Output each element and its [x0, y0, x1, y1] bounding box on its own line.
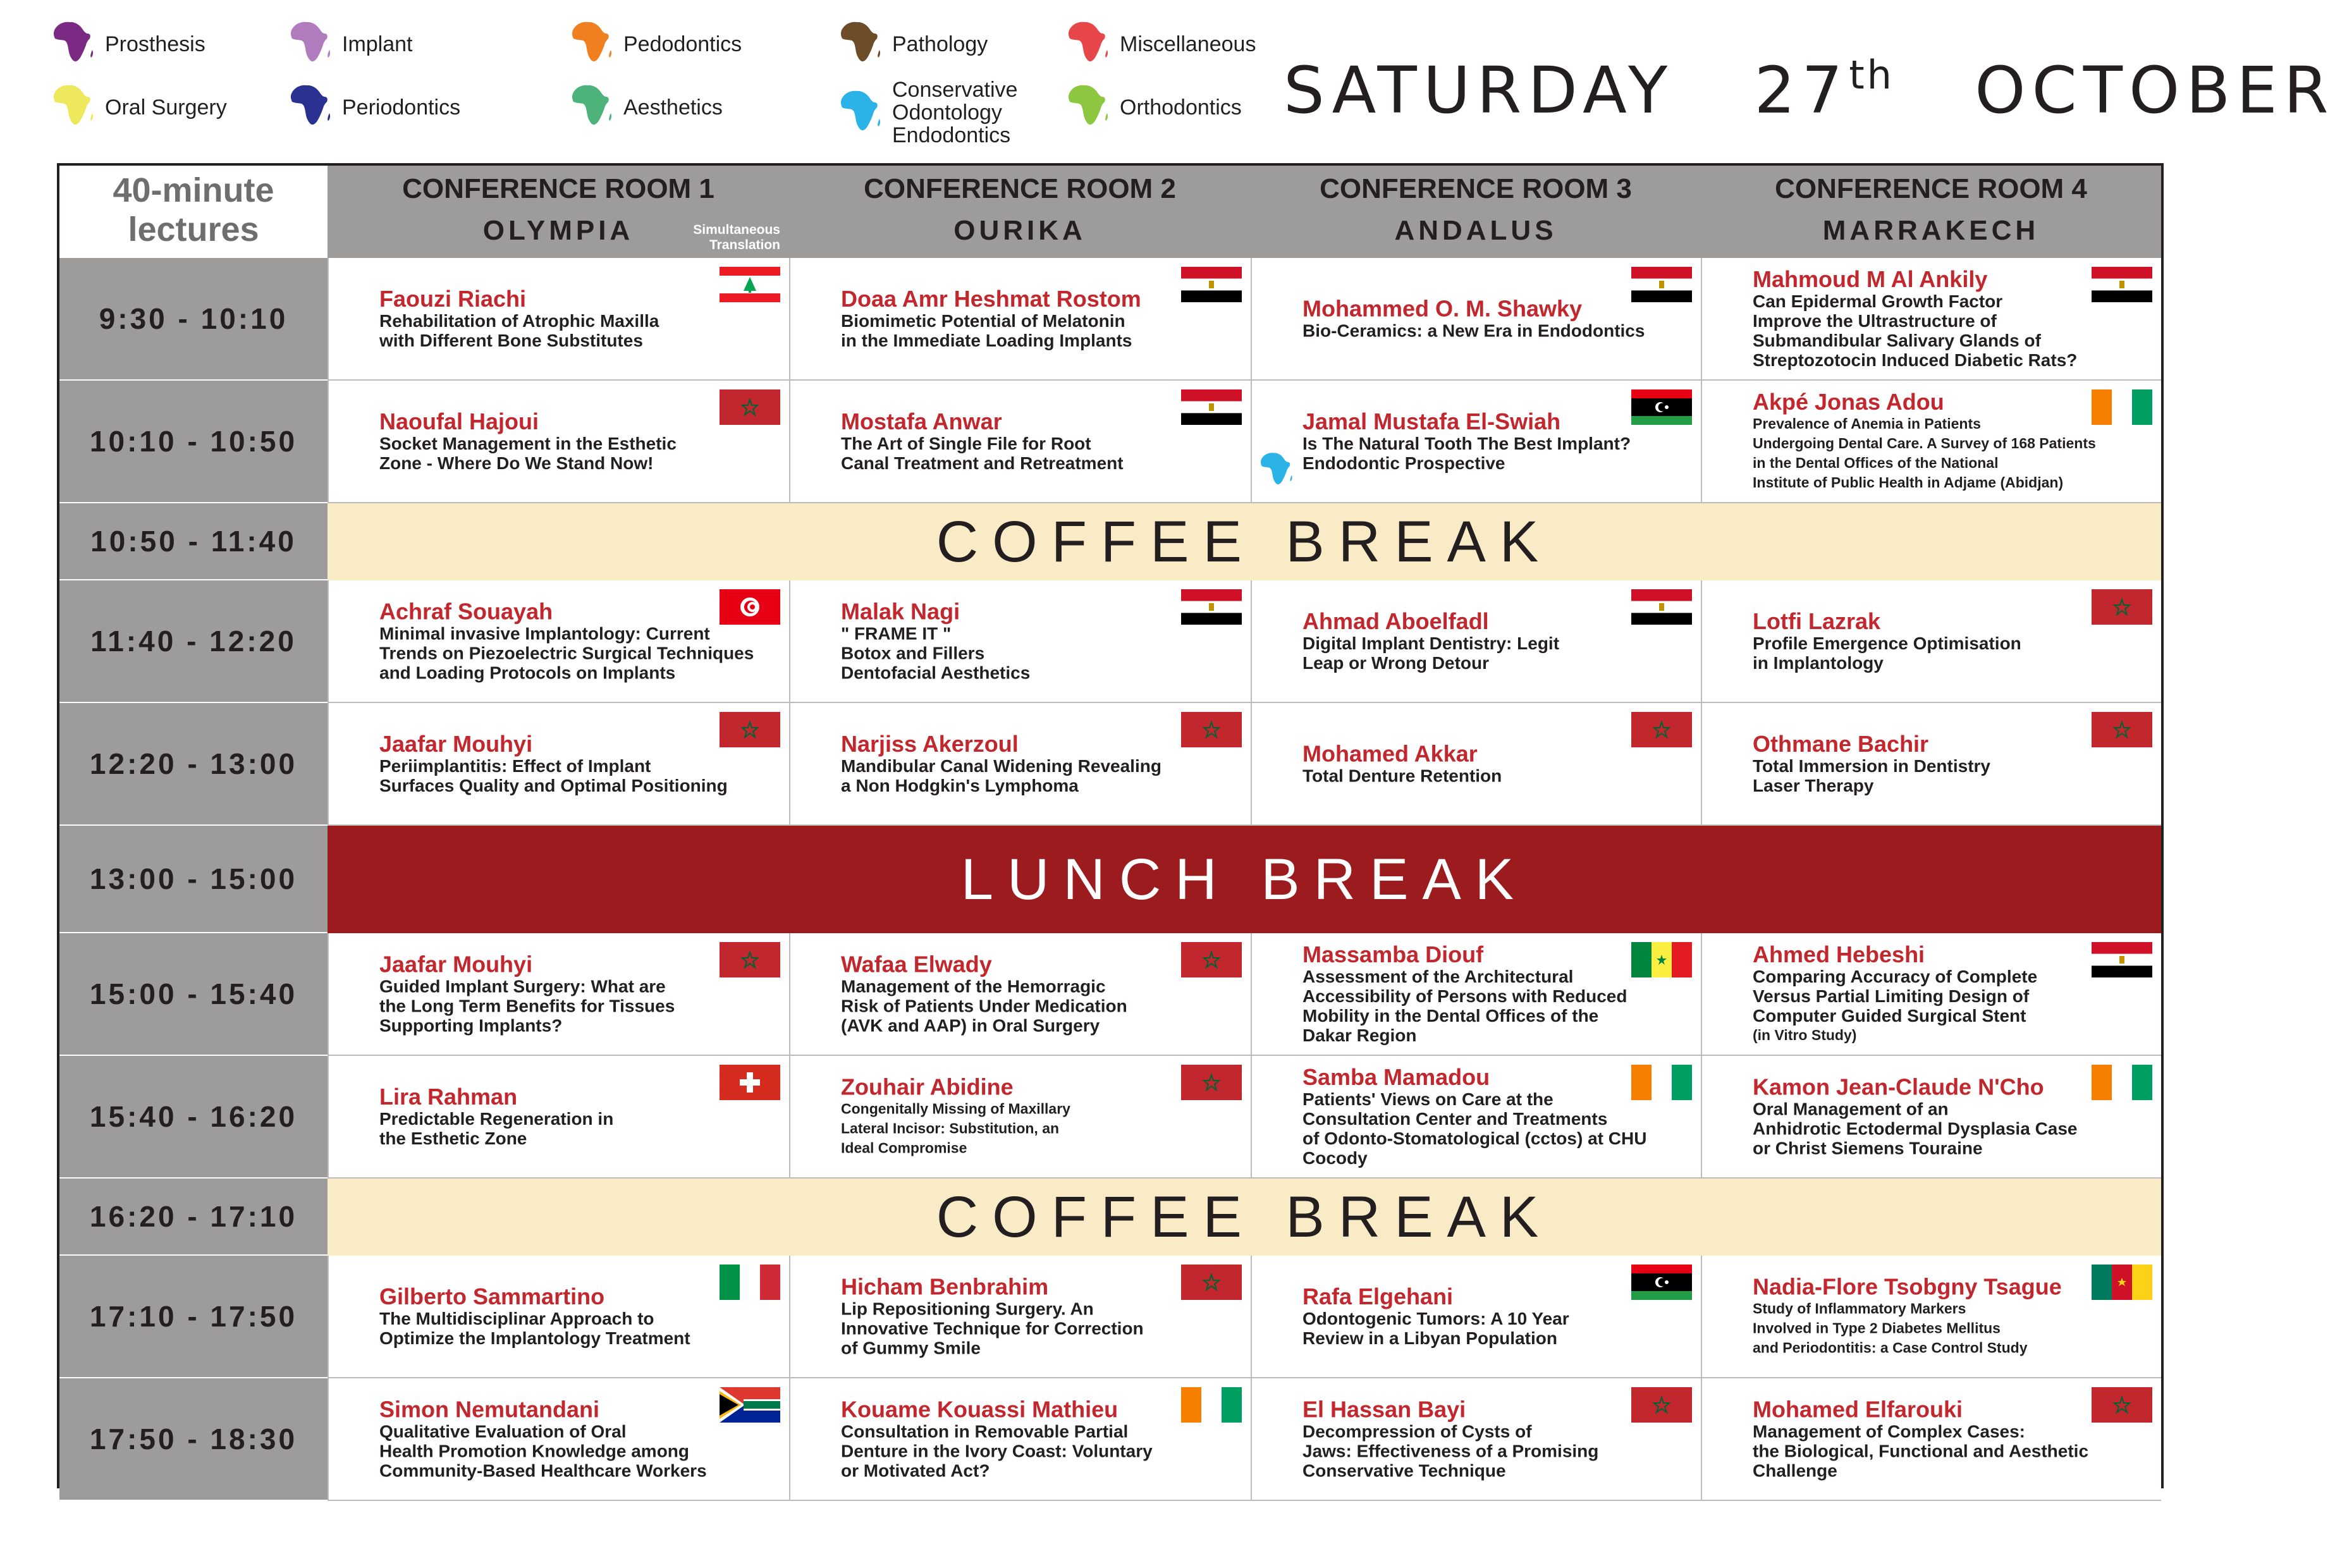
libya-flag-icon [1631, 389, 1692, 425]
lecture-cell [789, 933, 1251, 1056]
lecture-title: Mandibular Canal Widening Revealing a Non Hodgkin's Lymphoma [841, 756, 1161, 795]
egypt-flag-icon [1631, 589, 1692, 625]
schedule-table [57, 163, 2164, 1488]
morocco-flag-icon [720, 712, 780, 747]
lecture-title: Biomimetic Potential of Melatonin in the Immediate Loading Implants [841, 311, 1132, 350]
lecture-cell [1251, 1378, 1701, 1501]
lecture-title: Oral Management of an Anhidrotic Ectodermal Dysplasia Case or Christ Siemens Touraine [1753, 1099, 2078, 1158]
lecture-cell [1701, 933, 2161, 1056]
room-name: ANDALUS [1394, 215, 1557, 246]
africa-icon [838, 88, 882, 138]
speaker-name: Ahmad Aboelfadl [1302, 608, 1489, 634]
speaker-name: Nadia-Flore Tsobgny Tsague [1753, 1273, 2062, 1300]
legend-label: Periodontics [342, 95, 461, 119]
lecture-cell [328, 1256, 789, 1378]
speaker-name: Jaafar Mouhyi [379, 951, 533, 977]
morocco-flag-icon [1181, 712, 1242, 747]
italy-flag-icon [720, 1265, 780, 1300]
lecture-title: Rehabilitation of Atrophic Maxilla with Different Bone Substitutes [379, 311, 659, 350]
legend-label: Prosthesis [105, 32, 205, 56]
speaker-name: Zouhair Abidine [841, 1074, 1014, 1100]
africa-icon [1065, 19, 1110, 69]
speaker-name: Akpé Jonas Adou [1753, 389, 1944, 415]
speaker-name: Simon Nemutandani [379, 1396, 600, 1423]
translation-note: Simultaneous Translation [693, 223, 780, 252]
morocco-flag-icon [1631, 1387, 1692, 1423]
cameroon-flag-icon [2092, 1265, 2152, 1300]
lecture-title: Qualitative Evaluation of Oral Health Promotion Knowledge among Community-Based Healthcare Workers [379, 1421, 707, 1481]
lecture-title: Patients' Views on Care at the Consultation Center and Treatments of Odonto-Stomatological (cctos) at CHU Cocody [1302, 1089, 1647, 1168]
morocco-flag-icon [2092, 589, 2152, 625]
lecture-cell [328, 1056, 789, 1179]
speaker-name: Naoufal Hajoui [379, 408, 539, 434]
speaker-name: Kamon Jean-Claude N'Cho [1753, 1074, 2044, 1100]
legend-label: Implant [342, 32, 413, 56]
lecture-title: Congenitally Missing of Maxillary Lateral Incisor: Substitution, an Ideal Compromise [841, 1100, 1070, 1156]
lecture-duration-header: 40-minute lectures [59, 166, 328, 258]
lebanon-flag-icon [720, 267, 780, 302]
lecture-title: Can Epidermal Growth Factor Improve the Ultrastructure of Submandibular Salivary Glands of Streptozotocin Induced Diabetic Rats? [1753, 291, 2078, 370]
speaker-name: Kouame Kouassi Mathieu [841, 1396, 1118, 1423]
egypt-flag-icon [2092, 267, 2152, 302]
legend-item [1065, 82, 1242, 132]
lecture-cell [328, 381, 789, 503]
lecture-cell [328, 933, 789, 1056]
speaker-name: Mohammed O. M. Shawky [1302, 295, 1583, 322]
legend-label: Conservative Odontology Endodontics [892, 78, 1018, 147]
lecture-title: The Multidisciplinar Approach to Optimize the Implantology Treatment [379, 1309, 690, 1348]
lecture-title: Study of Inflammatory Markers Involved in Type 2 Diabetes Mellitus and Periodontitis: a Case Control Study [1753, 1300, 2028, 1356]
legend-item [288, 82, 460, 132]
speaker-name: Mohamed Akkar [1302, 740, 1478, 767]
egypt-flag-icon [1181, 589, 1242, 625]
senegal-flag-icon [1631, 942, 1692, 977]
speaker-name: Othmane Bachir [1753, 731, 1929, 757]
africa-icon [1065, 82, 1110, 132]
event-date: SATURDAY 27th OCTOBER [1284, 52, 2335, 128]
lunch-break-banner: LUNCH BREAK [328, 826, 2161, 933]
speaker-name: Faouzi Riachi [379, 286, 527, 312]
coffee-break-banner: COFFEE BREAK [328, 503, 2161, 580]
lecture-cell [789, 381, 1251, 503]
legend-item [838, 19, 988, 69]
speaker-name: Hicham Benbrahim [841, 1273, 1049, 1300]
egypt-flag-icon [1181, 267, 1242, 302]
topic-legend [51, 19, 1290, 152]
speaker-name: Ahmed Hebeshi [1753, 941, 1925, 967]
room-name: OURIKA [953, 215, 1086, 246]
lecture-cell [1251, 933, 1701, 1056]
lecture-title: The Art of Single File for Root Canal Treatment and Retreatment [841, 434, 1124, 473]
switzerland-flag-icon [720, 1065, 780, 1100]
lecture-title: Odontogenic Tumors: A 10 Year Review in a Libyan Population [1302, 1309, 1569, 1348]
speaker-name: Jaafar Mouhyi [379, 731, 533, 757]
lecture-cell [789, 258, 1251, 381]
lecture-cell [1251, 1256, 1701, 1378]
lecture-title: Guided Implant Surgery: What are the Long Term Benefits for Tissues Supporting Implants? [379, 976, 675, 1036]
legend-item [569, 82, 723, 132]
speaker-name: Achraf Souayah [379, 598, 553, 625]
time-slot: 15:00 - 15:40 [59, 933, 328, 1056]
time-slot: 11:40 - 12:20 [59, 580, 328, 703]
southafrica-flag-icon [720, 1387, 780, 1423]
libya-flag-icon [1631, 1265, 1692, 1300]
africa-icon [51, 82, 95, 132]
speaker-name: Massamba Diouf [1302, 941, 1484, 967]
morocco-flag-icon [720, 389, 780, 425]
tunisia-flag-icon [720, 589, 780, 625]
time-slot: 13:00 - 15:00 [59, 826, 328, 933]
lecture-cell [328, 703, 789, 826]
room-header [1251, 166, 1701, 258]
room-name: MARRAKECH [1822, 215, 2040, 246]
lecture-title: Comparing Accuracy of Complete Versus Partial Limiting Design of Computer Guided Surgical Stent [1753, 967, 2038, 1026]
lecture-title: Periimplantitis: Effect of Implant Surfaces Quality and Optimal Positioning [379, 756, 728, 795]
lecture-cell [328, 1378, 789, 1501]
lecture-cell [789, 580, 1251, 703]
room-number: CONFERENCE ROOM 3 [1320, 173, 1632, 204]
lecture-cell [1701, 1056, 2161, 1179]
morocco-flag-icon [1181, 1265, 1242, 1300]
legend-item [1065, 19, 1256, 69]
room-header [328, 166, 789, 258]
speaker-name: Lotfi Lazrak [1753, 608, 1881, 634]
ivorycoast-flag-icon [1181, 1387, 1242, 1423]
topic-africa-icon [1258, 450, 1294, 488]
time-slot: 17:50 - 18:30 [59, 1378, 328, 1501]
africa-icon [288, 82, 332, 132]
lecture-title: Lip Repositioning Surgery. An Innovative Technique for Correction of Gummy Smile [841, 1299, 1144, 1358]
lecture-cell [1701, 381, 2161, 503]
speaker-name: Jamal Mustafa El-Swiah [1302, 408, 1561, 434]
lecture-title: Total Immersion in Dentistry Laser Therapy [1753, 756, 1990, 795]
morocco-flag-icon [2092, 712, 2152, 747]
legend-item [51, 19, 205, 69]
lecture-title: Prevalence of Anemia in Patients Undergoing Dental Care. A Survey of 168 Patients in the Dental Offices of the National Institute of Public Health in Adjame (Abidjan) [1753, 415, 2096, 491]
africa-icon [569, 19, 613, 69]
ivorycoast-flag-icon [2092, 1065, 2152, 1100]
morocco-flag-icon [1181, 942, 1242, 977]
legend-label: Orthodontics [1120, 95, 1242, 119]
lecture-cell [328, 580, 789, 703]
speaker-name: Doaa Amr Heshmat Rostom [841, 286, 1141, 312]
room-number: CONFERENCE ROOM 2 [864, 173, 1176, 204]
egypt-flag-icon [1181, 389, 1242, 425]
morocco-flag-icon [2092, 1387, 2152, 1423]
africa-icon [288, 19, 332, 69]
lecture-title: Consultation in Removable Partial Denture in the Ivory Coast: Voluntary or Motivated Act? [841, 1421, 1153, 1481]
lecture-cell [789, 1056, 1251, 1179]
time-slot: 10:10 - 10:50 [59, 381, 328, 503]
speaker-name: Malak Nagi [841, 598, 960, 625]
coffee-break-banner: COFFEE BREAK [328, 1179, 2161, 1256]
room-name: OLYMPIA [482, 215, 634, 246]
lecture-title: Management of Complex Cases: the Biological, Functional and Aesthetic Challenge [1753, 1421, 2089, 1481]
lecture-title: Profile Emergence Optimisation in Implantology [1753, 634, 2021, 673]
room-number: CONFERENCE ROOM 4 [1775, 173, 2087, 204]
speaker-name: Samba Mamadou [1302, 1064, 1490, 1090]
speaker-name: Narjiss Akerzoul [841, 731, 1019, 757]
time-slot: 16:20 - 17:10 [59, 1179, 328, 1256]
lecture-title-note: (in Vitro Study) [1753, 1027, 1857, 1043]
legend-label: Aesthetics [623, 95, 723, 119]
africa-icon [51, 19, 95, 69]
lecture-cell [1251, 703, 1701, 826]
legend-label: Pathology [892, 32, 988, 56]
speaker-name: Mostafa Anwar [841, 408, 1002, 434]
lecture-cell [789, 703, 1251, 826]
room-number: CONFERENCE ROOM 1 [402, 173, 714, 204]
morocco-flag-icon [1181, 1065, 1242, 1100]
africa-icon [838, 19, 882, 69]
africa-icon [569, 82, 613, 132]
legend-item [838, 78, 1017, 147]
lecture-cell [1251, 580, 1701, 703]
legend-item [288, 19, 413, 69]
legend-label: Miscellaneous [1120, 32, 1256, 56]
egypt-flag-icon [1631, 267, 1692, 302]
lecture-cell [1701, 1378, 2161, 1501]
speaker-name: Rafa Elgehani [1302, 1283, 1454, 1309]
egypt-flag-icon [2092, 942, 2152, 977]
legend-label: Pedodontics [623, 32, 742, 56]
speaker-name: Mohamed Elfarouki [1753, 1396, 1963, 1423]
speaker-name: Lira Rahman [379, 1084, 518, 1110]
lecture-title: Assessment of the Architectural Accessibility of Persons with Reduced Mobility in the Dental Offices of the Dakar Region [1302, 967, 1627, 1045]
lecture-cell [1251, 1056, 1701, 1179]
lecture-cell [1251, 381, 1701, 503]
lecture-title: Predictable Regeneration in the Esthetic Zone [379, 1109, 614, 1148]
lecture-title: " FRAME IT " Botox and Fillers Dentofacial Aesthetics [841, 623, 1031, 683]
legend-item [51, 82, 227, 132]
legend-item [569, 19, 742, 69]
speaker-name: El Hassan Bayi [1302, 1396, 1466, 1423]
lecture-title: Minimal invasive Implantology: Current Trends on Piezoelectric Surgical Techniques and Loading Protocols on Implants [379, 623, 754, 683]
speaker-name: Gilberto Sammartino [379, 1283, 605, 1309]
speaker-name: Wafaa Elwady [841, 951, 992, 977]
lecture-title: Digital Implant Dentistry: Legit Leap or Wrong Detour [1302, 634, 1560, 673]
speaker-name: Mahmoud M Al Ankily [1753, 266, 1988, 292]
time-slot: 17:10 - 17:50 [59, 1256, 328, 1378]
lecture-cell [789, 1378, 1251, 1501]
lecture-title: Management of the Hemorragic Risk of Patients Under Medication (AVK and AAP) in Oral Surgery [841, 976, 1127, 1036]
morocco-flag-icon [720, 942, 780, 977]
time-slot: 12:20 - 13:00 [59, 703, 328, 826]
lecture-title: Socket Management in the Esthetic Zone - Where Do We Stand Now! [379, 434, 677, 473]
lecture-title: Bio-Ceramics: a New Era in Endodontics [1302, 321, 1645, 341]
room-header [789, 166, 1251, 258]
lecture-cell [1701, 703, 2161, 826]
time-slot: 15:40 - 16:20 [59, 1056, 328, 1179]
morocco-flag-icon [1631, 712, 1692, 747]
ivorycoast-flag-icon [1631, 1065, 1692, 1100]
lecture-title: Decompression of Cysts of Jaws: Effectiveness of a Promising Conservative Technique [1302, 1421, 1599, 1481]
lecture-title: Is The Natural Tooth The Best Implant? Endodontic Prospective [1302, 434, 1631, 473]
lecture-title: Total Denture Retention [1302, 766, 1502, 786]
time-slot: 10:50 - 11:40 [59, 503, 328, 580]
lecture-cell [1251, 258, 1701, 381]
lecture-cell [1701, 1256, 2161, 1378]
legend-label: Oral Surgery [105, 95, 227, 119]
room-header [1701, 166, 2161, 258]
lecture-cell [328, 258, 789, 381]
time-slot: 9:30 - 10:10 [59, 258, 328, 381]
lecture-cell [789, 1256, 1251, 1378]
ivorycoast-flag-icon [2092, 389, 2152, 425]
lecture-cell [1701, 580, 2161, 703]
lecture-cell [1701, 258, 2161, 381]
